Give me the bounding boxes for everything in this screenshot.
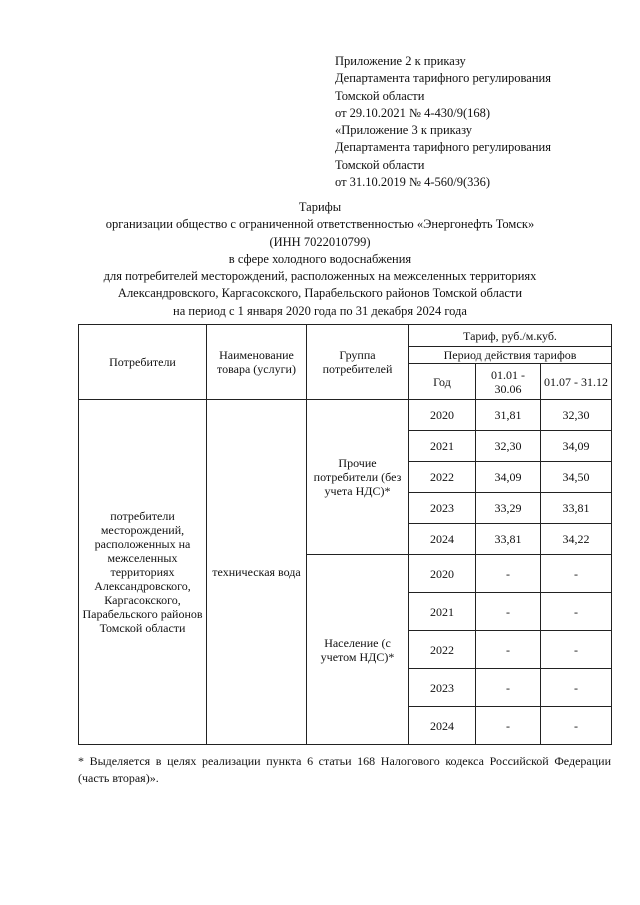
header-half2: 01.07 - 31.12: [541, 364, 612, 400]
value-cell: 33,81: [476, 524, 541, 555]
product-cell: техническая вода: [207, 400, 307, 745]
year-cell: 2023: [409, 493, 476, 524]
header-product: Наименование товара (услуги): [207, 325, 307, 400]
year-cell: 2022: [409, 631, 476, 669]
value-cell: -: [476, 707, 541, 745]
value-cell: -: [541, 593, 612, 631]
title-line: Александровского, Каргасокского, Парабельского районов Томской области: [117, 286, 523, 301]
header-tariff: Тариф, руб./м.куб.: [409, 325, 612, 347]
header-consumers: Потребители: [79, 325, 207, 400]
document-header: [335, 53, 551, 191]
title-line: на период с 1 января 2020 года по 31 декабря 2024 года: [173, 303, 467, 318]
year-cell: 2020: [409, 555, 476, 593]
value-cell: -: [476, 631, 541, 669]
group-cell: Население (с учетом НДС)*: [307, 555, 409, 745]
title-line: для потребителей месторождений, расположенных на межселенных территориях: [103, 269, 537, 284]
header-line: Приложение 2 к приказу: [335, 54, 466, 68]
header-period: Период действия тарифов: [409, 347, 612, 364]
value-cell: 33,29: [476, 493, 541, 524]
value-cell: 34,22: [541, 524, 612, 555]
year-cell: 2021: [409, 431, 476, 462]
header-line: Томской области: [335, 88, 425, 103]
header-half1: 01.01 - 30.06: [476, 364, 541, 400]
value-cell: 32,30: [541, 400, 612, 431]
value-cell: -: [541, 707, 612, 745]
year-cell: 2024: [409, 524, 476, 555]
header-line: «Приложение 3 к приказу: [335, 123, 473, 138]
value-cell: 32,30: [476, 431, 541, 462]
header-line: Департамента тарифного регулирования: [335, 71, 551, 86]
value-cell: 34,50: [541, 462, 612, 493]
value-cell: 31,81: [476, 400, 541, 431]
value-cell: -: [476, 555, 541, 593]
value-cell: -: [541, 555, 612, 593]
footnote: * Выделяется в целях реализации пункта 6 статьи 168 Налогового кодекса Российской Федерации (часть вторая)».: [78, 754, 611, 785]
header-line: Департамента тарифного регулирования: [335, 140, 551, 155]
value-cell: -: [476, 669, 541, 707]
title-line: организации общество с ограниченной ответственностью «Энергонефть Томск»: [105, 217, 535, 232]
title-line: Тарифы: [298, 200, 342, 214]
value-cell: 34,09: [476, 462, 541, 493]
tariff-table: [78, 324, 612, 745]
header-line: Томской области: [335, 157, 425, 172]
year-cell: 2023: [409, 669, 476, 707]
year-cell: 2022: [409, 462, 476, 493]
year-cell: 2021: [409, 593, 476, 631]
year-cell: 2024: [409, 707, 476, 745]
consumers-cell: потребители месторождений, расположенных на межселенных территориях Александровского, Каргасокского, Парабельского районов Томской области: [79, 400, 207, 745]
header-group: Группа потребителей: [307, 325, 409, 400]
group-cell: Прочие потребители (без учета НДС)*: [307, 400, 409, 555]
document-title: [60, 199, 580, 320]
header-line: от 29.10.2021 № 4-430/9(168): [335, 105, 491, 120]
value-cell: -: [541, 631, 612, 669]
header-year: Год: [409, 364, 476, 400]
title-line: в сфере холодного водоснабжения: [228, 251, 412, 266]
year-cell: 2020: [409, 400, 476, 431]
title-line: (ИНН 7022010799): [269, 234, 371, 249]
value-cell: 34,09: [541, 431, 612, 462]
value-cell: 33,81: [541, 493, 612, 524]
value-cell: -: [476, 593, 541, 631]
header-line: от 31.10.2019 № 4-560/9(336): [335, 175, 491, 190]
value-cell: -: [541, 669, 612, 707]
